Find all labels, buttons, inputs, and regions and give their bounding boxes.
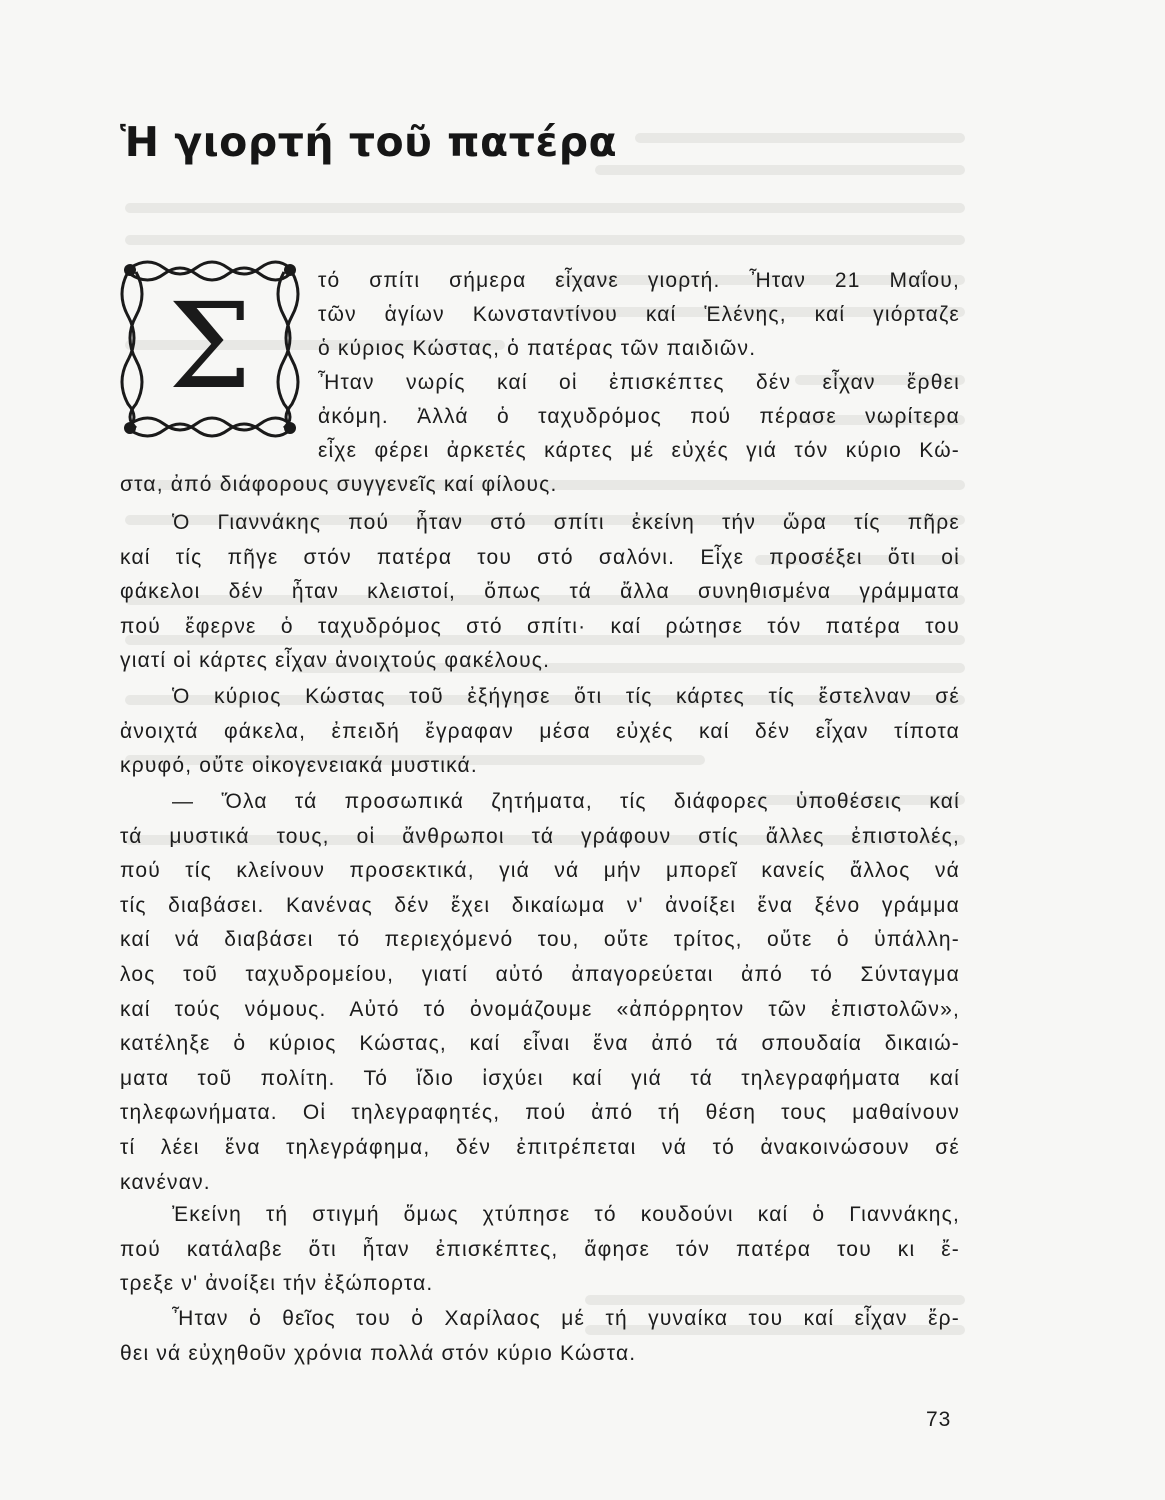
- text-line: εἶχε φέρει ἀρκετές κάρτες μέ εὐχές γιά τόν κύριο Κώ-: [318, 439, 960, 462]
- text-line: Ὁ κύριος Κώστας τοῦ ἐξήγησε ὅτι τίς κάρτες τίς ἔστελναν σέ: [172, 685, 960, 708]
- text-line: — Ὅλα τά προσωπικά ζητήματα, τίς διάφορες ὑποθέσεις καί: [172, 790, 960, 813]
- text-line: τῶν ἁγίων Κωνσταντίνου καί Ἑλένης, καί γιόρταζε: [318, 303, 960, 326]
- text-line: Ἦταν νωρίς καί οἱ ἐπισκέπτες δέν εἶχαν ἔρθει: [318, 371, 960, 394]
- page-title: Ἡ γιορτή τοῦ πατέρα: [120, 118, 618, 166]
- text-line: καί τίς πῆγε στόν πατέρα του στό σαλόνι. Εἶχε προσέξει ὅτι οἱ: [120, 545, 960, 569]
- text-line: Ἦταν ὁ θεῖος του ὁ Χαρίλαος μέ τή γυναίκα του καί εἶχαν ἔρ-: [172, 1307, 960, 1330]
- text-line: ὁ κύριος Κώστας, ὁ πατέρας τῶν παιδιῶν.: [318, 337, 757, 360]
- text-line: ματα τοῦ πολίτη. Τό ἴδιο ἰσχύει καί γιά τά τηλεγραφήματα καί: [120, 1066, 960, 1090]
- text-line: τά μυστικά τους, οἱ ἄνθρωποι τά γράφουν στίς ἄλλες ἐπιστολές,: [120, 824, 960, 848]
- paragraph-2: [120, 506, 960, 679]
- text-line: τίς διαβάσει. Κανένας δέν ἔχει δικαίωμα ν' ἀνοίξει ἕνα ξένο γράμμα: [120, 893, 960, 917]
- text-line: πού τίς κλείνουν προσεκτικά, γιά νά μήν μπορεῖ κανείς ἄλλος νά: [120, 859, 960, 883]
- text-line: πού κατάλαβε ὅτι ἦταν ἐπισκέπτες, ἄφησε τόν πατέρα του κι ἔ-: [120, 1237, 960, 1261]
- text-line: τό σπίτι σήμερα εἶχανε γιορτή. Ἦταν 21 Μαΐου,: [318, 269, 960, 292]
- drop-cap-letter: Σ: [168, 277, 252, 415]
- decorated-initial: [118, 258, 302, 440]
- text-line: κατέληξε ὁ κύριος Κώστας, καί εἶναι ἕνα ἀπό τά σπουδαία δικαιώ-: [120, 1032, 960, 1056]
- paragraph-4: [120, 785, 960, 1200]
- text-line: στα, ἀπό διάφορους συγγενεῖς καί φίλους.: [120, 473, 558, 496]
- text-line: φάκελοι δέν ἦταν κλειστοί, ὅπως τά ἄλλα συνηθισμένα γράμματα: [120, 580, 960, 604]
- text-line: τί λέει ἕνα τηλεγράφημα, δέν ἐπιτρέπεται νά τό ἀνακοινώσουν σέ: [120, 1135, 960, 1159]
- paragraph-6: [120, 1302, 960, 1371]
- paragraph-3: [120, 680, 960, 784]
- text-line: πού ἔφερνε ὁ ταχυδρόμος στό σπίτι· καί ρώτησε τόν πατέρα του: [120, 614, 960, 638]
- text-line: ἀκόμη. Ἀλλά ὁ ταχυδρόμος πού πέρασε νωρίτερα: [318, 405, 960, 428]
- text-line: γιατί οἱ κάρτες εἶχαν ἀνοιχτούς φακέλους.: [120, 649, 551, 673]
- text-line: Ὁ Γιαννάκης πού ἦταν στό σπίτι ἐκείνη τήν ὥρα τίς πῆρε: [172, 511, 960, 534]
- text-line: Ἐκείνη τή στιγμή ὅμως χτύπησε τό κουδούνι καί ὁ Γιαννάκης,: [172, 1203, 960, 1226]
- text-line: ἀνοιχτά φάκελα, ἐπειδή ἔγραφαν μέσα εὐχές καί δέν εἶχαν τίποτα: [120, 719, 960, 743]
- text-line: κρυφό, οὔτε οἰκογενειακά μυστικά.: [120, 754, 478, 778]
- text-line: τρεξε ν' ἀνοίξει τήν ἐξώπορτα.: [120, 1272, 434, 1296]
- text-line: θει νά εὐχηθοῦν χρόνια πολλά στόν κύριο Κώστα.: [120, 1341, 637, 1365]
- text-line: κανέναν.: [120, 1170, 211, 1194]
- text-line: καί τούς νόμους. Αὐτό τό ὀνομάζουμε «ἀπόρρητον τῶν ἐπιστολῶν»,: [120, 997, 960, 1021]
- text-line: καί νά διαβάσει τό περιεχόμενό του, οὔτε τρίτος, οὔτε ὁ ὑπάλλη-: [120, 928, 960, 952]
- text-line: τηλεφωνήματα. Οἱ τηλεγραφητές, πού ἀπό τή θέση τους μαθαίνουν: [120, 1101, 960, 1125]
- paragraph-5: [120, 1198, 960, 1302]
- page-number: 73: [926, 1408, 952, 1431]
- text-line: λος τοῦ ταχυδρομείου, γιατί αὐτό ἀπαγορεύεται ἀπό τό Σύνταγμα: [120, 962, 960, 986]
